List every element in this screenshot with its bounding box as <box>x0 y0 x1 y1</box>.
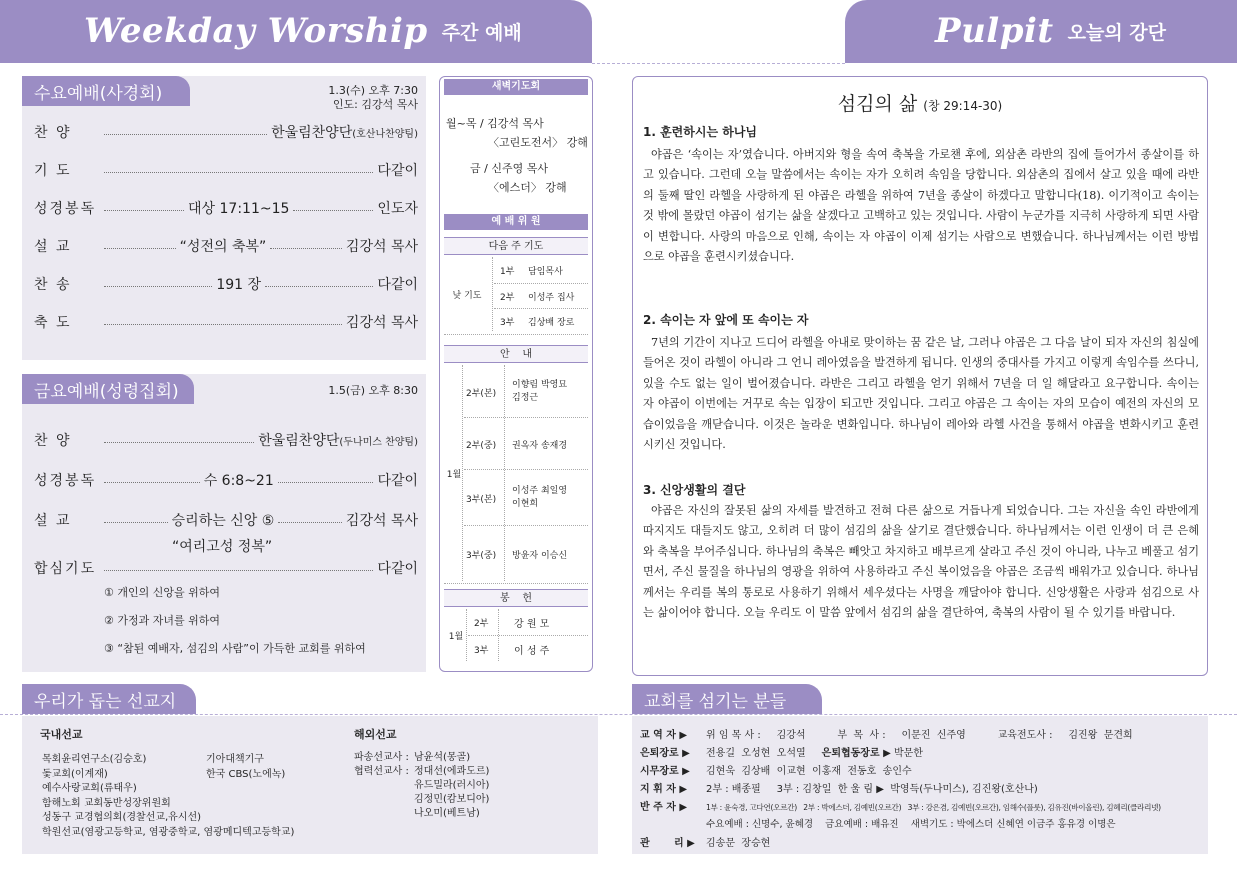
missions-tab <box>22 684 196 714</box>
wed-row-right: 인도자 <box>377 201 418 217</box>
domestic-title: 국내선교 <box>40 728 83 741</box>
offering-part: 2부 <box>474 618 489 629</box>
staff-row <box>640 798 1161 813</box>
mission-item: 학원선교(염광고등학교, 염광중학교, 염광메디텍고등학교) <box>42 826 295 838</box>
foreign-row <box>354 765 489 779</box>
wed-row-right: 김강석 목사 <box>345 315 418 331</box>
sermon-paragraph: 야곱은 자신의 잘못된 삶의 자세를 발견하고 전혀 다른 삶으로 거듭나게 되었습니다. 그는 자신을 속인 라반에게 따지지도 대들지도 않고, 오히려 더 많이 섬김의 삶을 살기로 결단했습니다. 하나님께서는 이런 인생이 더 큰 은혜와 축복을 부어주십니다. 하나님의 축복은 빼앗고 차지하고 배부르게 살라고 주신 것이 아니라, 나누고 베풀고 섬기면서, 주신 물질을 하나님의 영광을 위하여 사용하라고 주신 복이었음을 야곱은 조금씩 배워가고 있습니다. 하나님께서는 우리를 복의 통로로 사용하기 위해서 세우셨다는 사명을 깨달아야 합니다. 신앙생활은 사랑과 섬김으로 사는 삶이어야 합니다. 오늘 우리도 이 말씀 앞에서 섬김의 삶을 결단하여, 축복의 사람이 될 수 있기를 바랍니다. <box>643 504 1199 620</box>
divider <box>462 365 463 581</box>
prayer-name: 담임목사 <box>528 266 563 277</box>
divider <box>468 635 588 636</box>
wednesday-tab-label: 수요예배(사경회) <box>34 83 163 104</box>
staff-text: 1부 : 윤숙경, 고다연(오르간) 2부 : 박에스더, 김예빈(오르간) 3부 : 강은겸, 김예빈(오르간), 임해수(플룻), 김유진(바이올린), 김혜리(클라리넷) <box>706 803 1161 812</box>
staff-extra-label: 은퇴협동장로 ▶ <box>821 748 891 759</box>
header-right <box>845 0 1237 62</box>
header-title-ko-right: 오늘의 강단 <box>1067 21 1166 44</box>
divider <box>492 257 493 331</box>
wed-row <box>34 312 418 332</box>
prayer-item: ③ “참된 예배자, 섬김의 사람”이 가득한 교회를 위하여 <box>104 642 366 655</box>
offering-header: 봉 헌 <box>444 589 588 607</box>
dawn-header: 새벽기도회 <box>444 79 588 95</box>
wed-row-right: 다같이 <box>377 277 418 293</box>
staff-text: 수요예배 : 신명수, 윤혜경 금요예배 : 배유진 새벽기도 : 박에스더 신혜연 이금주 홍유경 이명은 <box>706 819 1116 830</box>
mission-item: 기아대책기구 <box>206 754 264 765</box>
prayer-label: 낮 기도 <box>452 290 482 301</box>
dawn-line: 금 / 신주영 목사 <box>470 162 548 175</box>
wed-row-right: 한울림찬양단 <box>271 125 353 141</box>
fri-row-right: 다같이 <box>377 561 418 577</box>
staff-label: 반 주 자 ▶ <box>640 802 688 813</box>
fri-row <box>34 470 418 490</box>
divider <box>464 417 588 418</box>
dots <box>104 324 342 325</box>
foreign-name: 유드밀라(러시아) <box>414 780 490 791</box>
wed-row <box>34 122 418 142</box>
divider <box>494 283 588 284</box>
prayer-header: 다음 주 기도 <box>444 237 588 255</box>
foreign-name: 나오미(베트남) <box>414 808 480 819</box>
foreign-row <box>354 793 489 807</box>
sermon-title: 섬김의 삶 <box>837 93 918 115</box>
sermon-title-line <box>633 89 1207 116</box>
sidebar <box>439 76 593 672</box>
wednesday-leader: 인도: 김강석 목사 <box>332 98 418 111</box>
guide-part: 3부(중) <box>466 550 497 561</box>
fri-row-label: 합심기도 <box>34 561 97 577</box>
dots <box>104 210 184 211</box>
dots <box>104 522 168 523</box>
divider <box>444 583 588 584</box>
dots <box>104 482 200 483</box>
staff-row <box>640 726 1133 741</box>
prayer-item: ① 개인의 신앙을 위하여 <box>104 586 220 599</box>
staff-row <box>640 816 1116 830</box>
dots <box>265 286 373 287</box>
dots <box>270 248 342 249</box>
staff-text: 2부 : 배종필 3부 : 김창일 한 울 림 ▶ 박영득(두나미스), 김진왕(호산나) <box>706 784 1038 795</box>
fri-row-right: 다같이 <box>377 473 419 489</box>
staff-text: 김송문 장승현 <box>706 838 771 849</box>
wed-row <box>34 236 418 256</box>
foreign-list <box>354 751 489 821</box>
dawn-line: 월~목 / 김강석 목사 <box>446 117 544 130</box>
divider <box>444 334 588 335</box>
friday-sermon-subtitle: “여리고성 정복” <box>172 539 273 555</box>
guide-names <box>512 419 567 469</box>
staff-extra: 박문한 <box>893 748 923 759</box>
staff-row <box>640 762 912 777</box>
sermon-heading: 2. 속이는 자 앞에 또 속이는 자 <box>643 313 809 327</box>
prayer-part: 3부 <box>500 317 515 328</box>
dots <box>278 482 374 483</box>
header-title-ko: 주간 예배 <box>441 21 522 44</box>
friday-date: 1.5(금) 오후 8:30 <box>328 384 418 397</box>
foreign-role: 협력선교사 : <box>354 766 409 777</box>
dots <box>104 134 267 135</box>
wed-row-mid: 대상 17:11~15 <box>188 201 290 217</box>
mission-item: 목회윤리연구소(김승호) <box>42 754 147 765</box>
guide-part: 3부(본) <box>466 494 497 505</box>
fri-row-label: 설 교 <box>34 513 72 529</box>
wed-row-label: 성경봉독 <box>34 201 97 217</box>
dots <box>104 286 212 287</box>
guide-name: 권옥자 송재경 <box>512 440 568 451</box>
sermon-paragraph: 야곱은 ‘속이는 자’였습니다. 아버지와 형을 속여 축복을 가로챈 후에, 외삼촌 라반의 집에 들어가서 종살이를 하고 있습니다. 그런데 오늘 말씀에서는 속이는 자가 오히려 속임을 당합니다. 외삼촌의 집에서 살고 있을 때에 라반의 둘째 딸인 라헬을 사랑하게 된 야곱은 라헬을 위하여 7년을 종살이 하겠다고 말합니다(18). 이기적이고 속이는 것 밖에 몰랐던 야곱이 섬기는 삶을 살겠다고 고백하고 있는 것입니다. 사람이 누군가를 지극히 사랑하게 되면 사람이 변합니다. 사랑의 마음으로 인해, 속이는 자 야곱이 이제 섬기는 사람으로 변했습니다. 하나님께서는 이런 방법으로 야곱을 훈련시키셨습니다. <box>643 148 1199 264</box>
staff-label: 관 리 ▶ <box>640 838 695 849</box>
wed-row-right-small: (호산나찬양팀) <box>352 128 418 140</box>
pulpit-panel <box>632 76 1208 676</box>
fri-row-mid: 수 6:8~21 <box>203 473 274 489</box>
mission-item: 함해노회 교회동반성장위원회 <box>42 797 171 809</box>
wed-row-right: 다같이 <box>377 163 418 179</box>
foreign-row <box>354 779 489 793</box>
offering-month: 1월 <box>448 631 464 642</box>
prayer-name: 이성주 집사 <box>528 292 575 303</box>
domestic-col2 <box>206 753 285 782</box>
wed-row-label: 기 도 <box>34 163 72 179</box>
staff-row <box>640 780 1038 795</box>
wed-row-label: 축 도 <box>34 315 72 331</box>
header-underline-left <box>0 60 592 63</box>
mission-item: 성동구 교경협의회(경찰선교,유시선) <box>42 812 202 823</box>
guide-name: 이향림 박영묘 <box>512 380 568 390</box>
divider <box>464 525 588 526</box>
fri-row <box>34 430 418 450</box>
staff-text: 김현욱 김상배 이교현 이홍재 전동호 송인수 <box>706 766 912 777</box>
foreign-role <box>354 779 414 793</box>
missions-tab-label: 우리가 돕는 선교지 <box>34 691 177 712</box>
guide-names <box>512 527 567 581</box>
guide-part: 2부(본) <box>466 388 497 399</box>
dawn-line: 〈고린도전서〉 강해 <box>488 136 588 149</box>
wednesday-date: 1.3(수) 오후 7:30 <box>328 84 418 97</box>
dots <box>293 210 373 211</box>
wed-row-right: 김강석 목사 <box>345 239 418 255</box>
staff-label: 교 역 자 ▶ <box>640 730 688 741</box>
fri-row-label: 찬 양 <box>34 433 72 449</box>
servants-tab-label: 교회를 섬기는 분들 <box>644 691 787 712</box>
foreign-role <box>354 793 414 807</box>
foreign-name: 김정민(캄보디아) <box>414 794 490 805</box>
prayer-part: 1부 <box>500 266 515 277</box>
divider <box>494 308 588 309</box>
wed-row <box>34 160 418 180</box>
fri-row-label: 성경봉독 <box>34 473 97 489</box>
header-underline-right <box>845 60 1237 63</box>
wed-row <box>34 274 418 294</box>
mission-item: 한국 CBS(노에녹) <box>206 768 286 780</box>
foreign-title: 해외선교 <box>354 728 397 741</box>
guide-names <box>512 367 567 417</box>
fri-row-right-small: (두나미스 찬양팀) <box>339 436 418 448</box>
friday-tab-label: 금요예배(성령집회) <box>34 381 179 402</box>
servants-tab <box>632 684 822 714</box>
prayer-item: ② 가정과 자녀를 위하여 <box>104 614 220 627</box>
guide-name: 김정근 <box>512 393 539 403</box>
mission-item: 돛교회(이계재) <box>42 768 108 780</box>
wed-row-mid: “성전의 축복” <box>179 239 267 255</box>
foreign-row <box>354 751 489 765</box>
foreign-name: 정대선(에콰도르) <box>414 766 490 777</box>
dawn-line: 〈에스더〉 강해 <box>488 181 567 194</box>
sermon-ref: (창 29:14-30) <box>923 99 1003 113</box>
staff-label: 시무장로 ▶ <box>640 766 690 777</box>
staff-text: 위 임 목 사 : 김강석 부 목 사 : 이문진 신주영 교육전도사 : 김진왕 문견희 <box>706 730 1133 741</box>
staff-label: 지 휘 자 ▶ <box>640 784 688 795</box>
header-divider <box>592 63 845 64</box>
guide-name: 이현희 <box>512 499 539 509</box>
staff-label: 은퇴장로 ▶ <box>640 748 690 759</box>
header-title-en: Weekday Worship <box>84 11 428 51</box>
fri-row <box>34 510 418 530</box>
sermon-heading: 3. 신앙생활의 결단 <box>643 483 746 497</box>
offering-name: 강 원 모 <box>514 618 550 630</box>
dots <box>104 442 254 443</box>
dots <box>104 248 176 249</box>
wed-row-mid: 191 장 <box>216 277 262 293</box>
sermon-heading: 1. 훈련하시는 하나님 <box>643 125 758 139</box>
offering-name: 이 성 주 <box>514 645 550 657</box>
prayer-name: 김상배 장로 <box>528 317 575 328</box>
guide-header: 안 내 <box>444 345 588 363</box>
friday-tab <box>22 374 194 404</box>
mission-item: 예수사랑교회(류태우) <box>42 783 137 794</box>
wed-row-label: 설 교 <box>34 239 72 255</box>
guide-name: 방윤자 이승신 <box>512 550 568 561</box>
foreign-role: 파송선교사 : <box>354 752 409 763</box>
dots <box>104 172 373 173</box>
fri-row-right: 김강석 목사 <box>345 513 418 529</box>
fri-row-right: 한울림찬양단 <box>258 433 340 449</box>
header-left <box>0 0 592 62</box>
divider <box>464 469 588 470</box>
staff-text: 전용길 오성현 오석열 <box>706 748 806 759</box>
wed-row-label: 찬 양 <box>34 125 72 141</box>
wednesday-tab <box>22 76 190 106</box>
staff-row <box>640 744 923 759</box>
prayer-part: 2부 <box>500 292 515 303</box>
sermon-paragraph: 7년의 기간이 지나고 드디어 라헬을 아내로 맞이하는 꿈 같은 날, 그러나 야곱은 그 다음 날이 되자 자신의 침실에 들어온 것이 라헬이 아니라 그 언니 레아였음을 발견하게 됩니다. 인생의 중대사를 가지고 이렇게 속임수를 쓰다니, 있을 수도 없는 일이 벌어졌습니다. 라반은 그리고 라헬을 얻기 위해서 7년을 더 일 해달라고 요구합니다. 속이는 자 야곱이 이번에는 거꾸로 속는 입장이 되고만 것입니다. 그리고 야곱은 그 속이는 자의 모습이 예전의 자신의 모습이었음을 깨닫습니다. 이것은 놀라운 변화입니다. 하나님이 레아와 라헬 사건을 통해서 야곱을 변화시키고 훈련시키신 것입니다. <box>643 336 1199 452</box>
guide-name: 이성주 최일영 <box>512 486 568 496</box>
foreign-name: 남윤석(몽골) <box>414 752 471 763</box>
guide-part: 2부(중) <box>466 440 497 451</box>
foreign-row <box>354 807 489 821</box>
guide-names <box>512 471 567 525</box>
fri-row-mid: 승리하는 신앙 ⑤ <box>171 513 275 529</box>
fri-row <box>34 558 418 578</box>
guide-month: 1월 <box>446 469 462 480</box>
wed-row <box>34 198 418 218</box>
staff-row <box>640 834 770 849</box>
dots <box>104 570 373 571</box>
dots <box>278 522 342 523</box>
staff-header: 예 배 위 원 <box>444 214 588 230</box>
offering-part: 3부 <box>474 645 489 656</box>
divider <box>466 609 467 661</box>
foreign-role <box>354 807 414 821</box>
header-title-en-right: Pulpit <box>935 11 1054 51</box>
bottom-divider <box>0 714 1237 715</box>
wed-row-label: 찬 송 <box>34 277 72 293</box>
divider <box>504 365 505 581</box>
